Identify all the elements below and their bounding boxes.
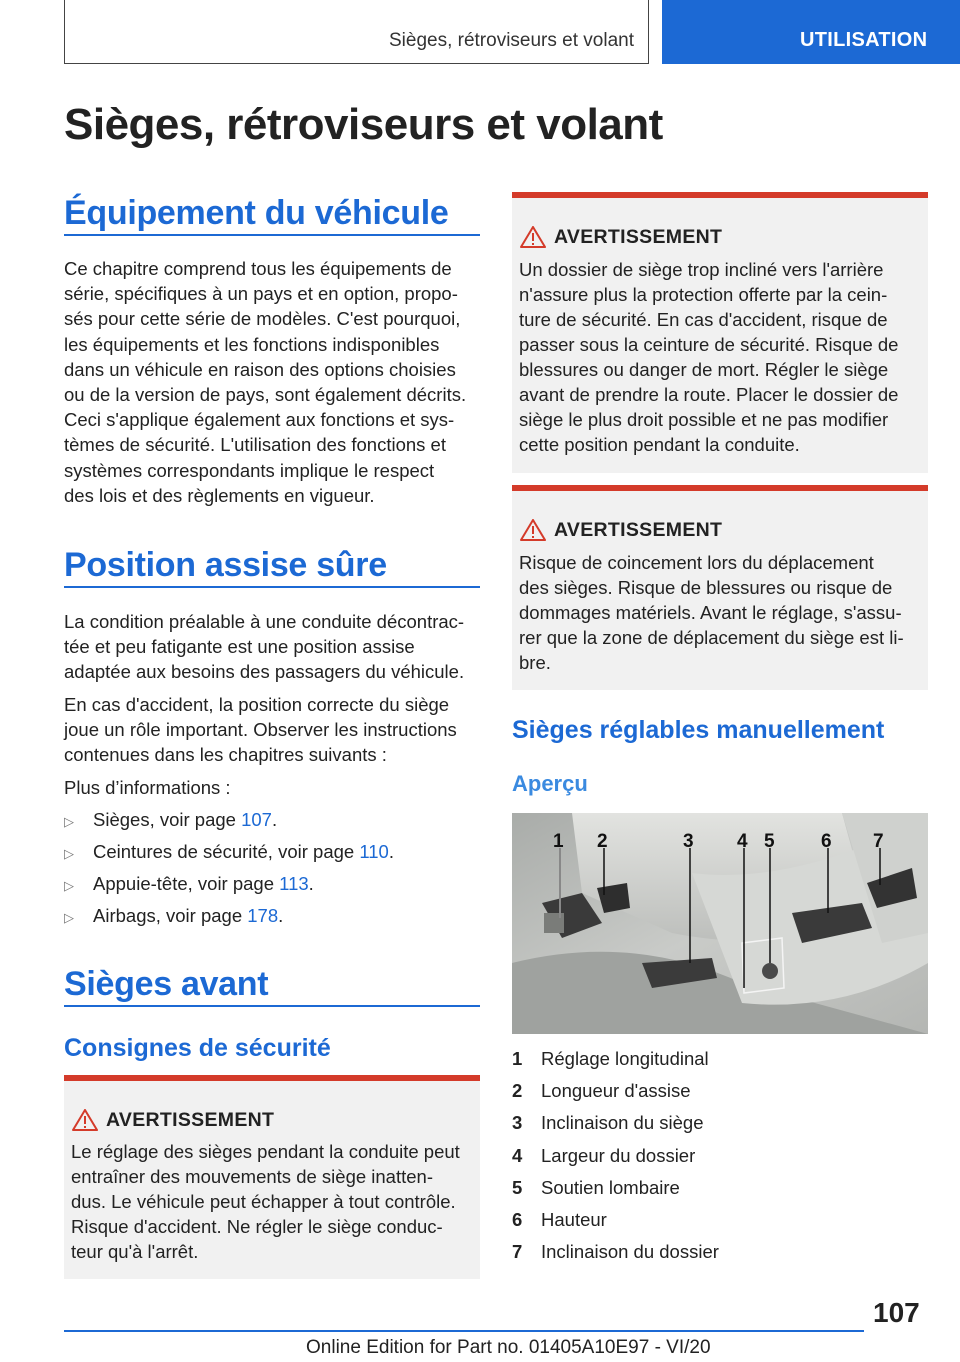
header-chapter-label: UTILISATION — [800, 29, 928, 51]
callout-label: 1 — [553, 831, 564, 852]
text-line: tée et peu fatigante est une position assise — [64, 636, 415, 658]
text-line: passer sous la ceinture de sécurité. Risque de — [519, 334, 899, 355]
triangle-bullet-icon: ▷ — [64, 846, 74, 861]
warning-title: AVERTISSEMENT — [554, 226, 723, 248]
list-item: ▷ Airbags, voir page 178. — [64, 903, 394, 935]
text-line: Risque de coincement lors du déplacement — [519, 552, 874, 573]
warning-title: AVERTISSEMENT — [106, 1109, 275, 1131]
warning-text — [519, 257, 922, 457]
text-line: rer que la zone de déplacement du siège est li- — [519, 627, 904, 648]
warning-triangle-icon — [72, 1109, 98, 1131]
text-line: systèmes correspondants implique le respect — [64, 459, 435, 481]
heading-consignes: Consignes de sécurité — [64, 1034, 331, 1062]
paragraph-position-2 — [64, 692, 484, 768]
heading-sieges-avant: Sièges avant — [64, 965, 269, 1003]
text-line: siège le plus droit possible et ne pas modifier — [519, 409, 889, 430]
header-chapter-tab — [662, 0, 960, 64]
page-number: 107 — [873, 1297, 920, 1328]
callout-label: 4 — [737, 831, 748, 852]
warning-box — [64, 1075, 480, 1279]
text-line: Ceci s'applique également aux fonctions et sys- — [64, 409, 455, 431]
seat-controls-photo — [512, 813, 928, 1034]
footer-edition: Online Edition for Part no. 01405A10E97 - VI/20 — [306, 1337, 711, 1358]
page-title: Sièges, rétroviseurs et volant — [64, 100, 663, 149]
heading-rule — [64, 234, 480, 236]
text-line: bre. — [519, 652, 551, 673]
text-line: des lois et des règlements en vigueur. — [64, 484, 375, 506]
text-line: En cas d'accident, la position correcte du siège — [64, 694, 450, 715]
text-line: contenues dans les chapitres suivants : — [64, 744, 387, 766]
heading-equipement: Équipement du véhicule — [64, 194, 449, 232]
triangle-bullet-icon: ▷ — [64, 878, 74, 893]
callout-label: 7 — [873, 831, 884, 852]
text-line: avant de prendre la route. Placer le dossier de — [519, 384, 899, 405]
callout-label: 6 — [821, 831, 832, 852]
text-line: cette position pendant la conduite. — [519, 434, 800, 455]
text-line: Risque d'accident. Ne régler le siège conduc- — [71, 1216, 443, 1237]
header-section-title: Sièges, rétroviseurs et volant — [388, 30, 634, 51]
warning-text — [71, 1139, 474, 1264]
callout-label: 3 — [683, 831, 694, 852]
warning-triangle-icon — [520, 519, 546, 541]
list-item: ▷ Appuie-tête, voir page 113. — [64, 871, 394, 903]
footer-rule — [64, 1330, 864, 1332]
text-line: sés pour cette série de modèles. C'est pourquoi, — [64, 308, 461, 330]
warning-triangle-icon — [520, 226, 546, 248]
heading-apercu: Aperçu — [512, 771, 588, 796]
text-line: adaptée aux besoins des passagers du véhicule. — [64, 661, 465, 683]
list-item: ▷ Sièges, voir page 107. — [64, 807, 394, 839]
text-line: Le réglage des sièges pendant la conduite peut — [71, 1141, 460, 1162]
text-line: ou de la version de pays, sont également décrits. — [64, 384, 467, 406]
warning-box — [512, 485, 928, 690]
triangle-bullet-icon: ▷ — [64, 910, 74, 925]
text-line: joue un rôle important. Observer les instructions — [64, 719, 457, 741]
header-section-box — [64, 0, 649, 64]
page-link[interactable]: 110 — [359, 841, 389, 862]
text-line: les équipements et les fonctions indisponibles — [64, 333, 440, 355]
page-link[interactable]: 178 — [247, 905, 279, 926]
text-line: des sièges. Risque de blessures ou risque de — [519, 577, 893, 598]
text-line: teur qu'à l'arrêt. — [71, 1241, 199, 1262]
reference-list — [64, 807, 394, 935]
heading-sieges-manuels: Sièges réglables manuellement — [512, 716, 885, 744]
text-line: Ce chapitre comprend tous les équipements de — [64, 258, 452, 279]
heading-rule — [64, 1005, 480, 1007]
text-line: série, spécifiques à un pays et en option, propo- — [64, 283, 458, 305]
text-line: tèmes de sécurité. L'utilisation des fonctions et — [64, 434, 446, 456]
text-line: entraîner des mouvements de siège inatten- — [71, 1166, 433, 1187]
seat-illustration — [512, 813, 928, 1034]
text-line: Un dossier de siège trop incliné vers l'arrière — [519, 259, 884, 280]
warning-title: AVERTISSEMENT — [554, 519, 723, 541]
text-line: La condition préalable à une conduite décontrac- — [64, 611, 465, 632]
page-link[interactable]: 113 — [279, 873, 309, 894]
paragraph-position-1 — [64, 609, 484, 685]
text-line: n'assure plus la protection offerte par la cein- — [519, 284, 888, 305]
warning-text — [519, 550, 922, 675]
more-info-label: Plus d’informations : — [64, 777, 231, 798]
page-link[interactable]: 107 — [241, 809, 272, 830]
warning-box — [512, 192, 928, 473]
triangle-bullet-icon: ▷ — [64, 814, 74, 829]
text-line: ture de sécurité. En cas d'accident, risque de — [519, 309, 888, 330]
text-line: dus. Le véhicule peut échapper à tout contrôle. — [71, 1191, 456, 1212]
text-line: dommages matériels. Avant le réglage, s'assu- — [519, 602, 902, 623]
heading-position-assise: Position assise sûre — [64, 546, 387, 584]
paragraph-equipement — [64, 256, 484, 508]
callout-label: 5 — [764, 831, 775, 852]
text-line: blessures ou danger de mort. Régler le siège — [519, 359, 889, 380]
list-item: ▷ Ceintures de sécurité, voir page 110. — [64, 839, 394, 871]
text-line: dans un véhicule en raison des options choisies — [64, 358, 456, 380]
heading-rule — [64, 586, 480, 588]
callout-label: 2 — [597, 831, 608, 852]
